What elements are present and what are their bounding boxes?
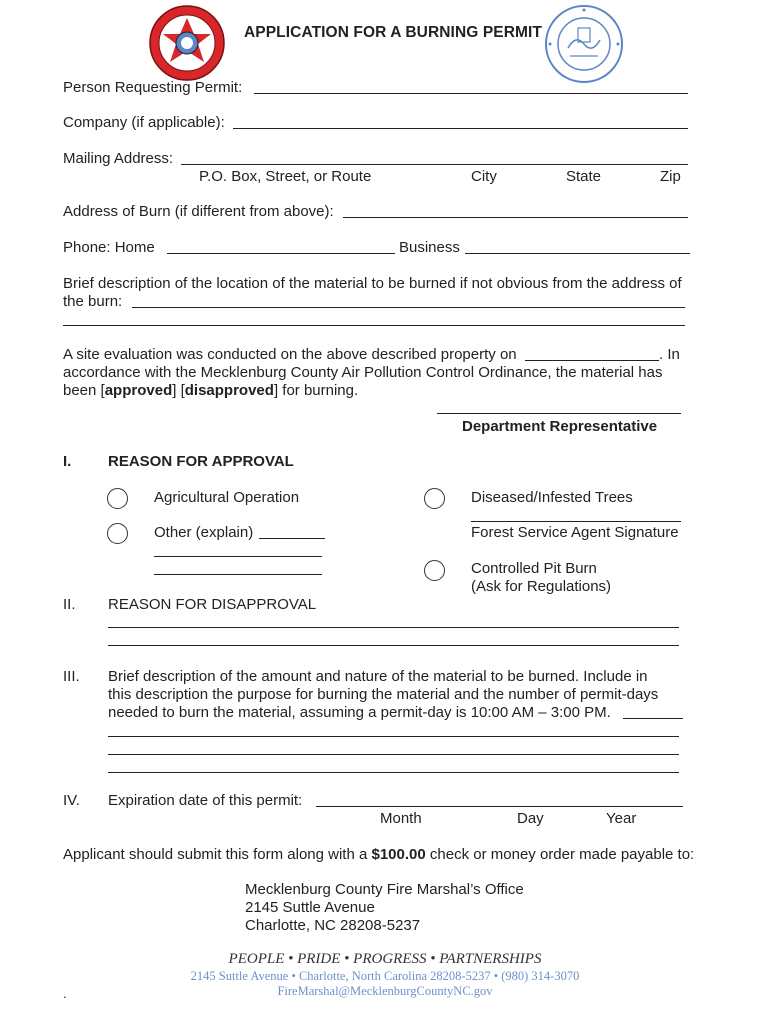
- department-representative-signature-field[interactable]: [437, 413, 681, 414]
- phone-home-label: Phone: Home: [63, 239, 155, 256]
- material-description-field[interactable]: [623, 718, 683, 719]
- section-2-number: II.: [63, 596, 76, 613]
- mailing-address-field[interactable]: [181, 164, 688, 165]
- disapproval-reason-field[interactable]: [108, 627, 679, 628]
- forest-service-signature-field[interactable]: [471, 521, 681, 522]
- form-title: APPLICATION FOR A BURNING PERMIT: [244, 24, 542, 41]
- expiration-day-caption: Day: [517, 810, 544, 827]
- section-3-number: III.: [63, 668, 80, 685]
- person-requesting-label: Person Requesting Permit:: [63, 79, 243, 96]
- agricultural-operation-radio[interactable]: [107, 488, 128, 509]
- location-description-line2: the burn:: [63, 293, 123, 310]
- section-3-line3: needed to burn the material, assuming a permit-day is 10:00 AM – 3:00 PM.: [108, 704, 611, 721]
- company-field[interactable]: [233, 128, 688, 129]
- evaluation-been: been [: [63, 382, 105, 399]
- approved-option[interactable]: approved: [104, 382, 173, 399]
- expiration-date-field[interactable]: [316, 806, 683, 807]
- department-representative-label: Department Representative: [462, 418, 658, 435]
- location-description-line1: Brief description of the location of the material to be burned if not obvious from the address of: [63, 275, 682, 292]
- county-seal-logo: [544, 4, 624, 84]
- evaluation-line2: accordance with the Mecklenburg County Air Pollution Control Ordinance, the material has: [63, 364, 663, 381]
- submit-text-a: Applicant should submit this form along with a: [63, 846, 372, 863]
- phone-business-label: Business: [399, 239, 460, 256]
- section-1-number: I.: [63, 453, 72, 470]
- permit-fee: $100.00: [371, 846, 426, 863]
- controlled-pit-burn-radio[interactable]: [424, 560, 445, 581]
- mailing-state-caption: State: [566, 168, 602, 185]
- other-explain-field[interactable]: [259, 538, 325, 539]
- pit-burn-regulations-note: (Ask for Regulations): [471, 578, 612, 595]
- evaluation-for-burning: ] for burning.: [273, 382, 359, 399]
- footer-dot: .: [63, 986, 67, 1001]
- section-2-title: REASON FOR DISAPPROVAL: [108, 596, 317, 613]
- person-requesting-field[interactable]: [254, 93, 688, 94]
- other-explain-label: Other (explain): [154, 524, 254, 541]
- mailing-address-label: Mailing Address:: [63, 150, 174, 167]
- forest-service-signature-label: Forest Service Agent Signature: [471, 524, 679, 541]
- evaluation-text-b: . In: [659, 346, 680, 363]
- burn-address-field[interactable]: [343, 217, 688, 218]
- agricultural-operation-label: Agricultural Operation: [154, 489, 300, 506]
- evaluation-text-a: A site evaluation was conducted on the above described property on: [63, 346, 517, 363]
- evaluation-date-field[interactable]: [525, 360, 659, 361]
- expiration-month-caption: Month: [380, 810, 422, 827]
- diseased-trees-radio[interactable]: [424, 488, 445, 509]
- phone-business-field[interactable]: [465, 253, 690, 254]
- material-description-field-2[interactable]: [108, 736, 679, 737]
- footer-motto: PEOPLE • PRIDE • PROGRESS • PARTNERSHIPS: [228, 951, 542, 967]
- disapproved-option[interactable]: disapproved: [184, 382, 274, 399]
- burn-address-label: Address of Burn (if different from above):: [63, 203, 334, 220]
- footer-email[interactable]: FireMarshal@MecklenburgCountyNC.gov: [277, 984, 493, 998]
- controlled-pit-burn-label: Controlled Pit Burn: [471, 560, 597, 577]
- submit-text-b: check or money order made payable to:: [425, 846, 695, 863]
- section-3-line2: this description the purpose for burning the material and the number of permit-days: [108, 686, 659, 703]
- mailing-city-caption: City: [471, 168, 497, 185]
- submit-instructions: [63, 846, 694, 863]
- other-explain-radio[interactable]: [107, 523, 128, 544]
- location-description-field-2[interactable]: [63, 325, 685, 326]
- phone-home-field[interactable]: [167, 253, 395, 254]
- other-explain-field-2[interactable]: [154, 556, 322, 557]
- evaluation-bracket: ] [: [172, 382, 185, 399]
- payee-city: Charlotte, NC 28208-5237: [245, 917, 421, 934]
- footer-address: 2145 Suttle Avenue • Charlotte, North Carolina 28208-5237 • (980) 314-3070: [190, 969, 580, 983]
- material-description-field-4[interactable]: [108, 772, 679, 773]
- section-3-line1: Brief description of the amount and nature of the material to be burned. Include in: [108, 668, 648, 685]
- company-label: Company (if applicable):: [63, 114, 225, 131]
- fire-marshal-badge-logo: [148, 4, 226, 82]
- payee-street: 2145 Suttle Avenue: [245, 899, 375, 916]
- disapproval-reason-field-2[interactable]: [108, 645, 679, 646]
- other-explain-field-3[interactable]: [154, 574, 322, 575]
- section-4-number: IV.: [63, 792, 80, 809]
- material-description-field-3[interactable]: [108, 754, 679, 755]
- expiration-date-label: Expiration date of this permit:: [108, 792, 303, 809]
- evaluation-line3: [63, 382, 358, 399]
- location-description-field[interactable]: [132, 307, 685, 308]
- payee-name: Mecklenburg County Fire Marshal’s Office: [245, 881, 524, 898]
- section-1-title: REASON FOR APPROVAL: [108, 453, 294, 470]
- evaluation-line1: [63, 346, 517, 363]
- diseased-trees-label: Diseased/Infested Trees: [471, 489, 633, 506]
- mailing-street-caption: P.O. Box, Street, or Route: [199, 168, 372, 185]
- mailing-zip-caption: Zip: [660, 168, 681, 185]
- expiration-year-caption: Year: [606, 810, 637, 827]
